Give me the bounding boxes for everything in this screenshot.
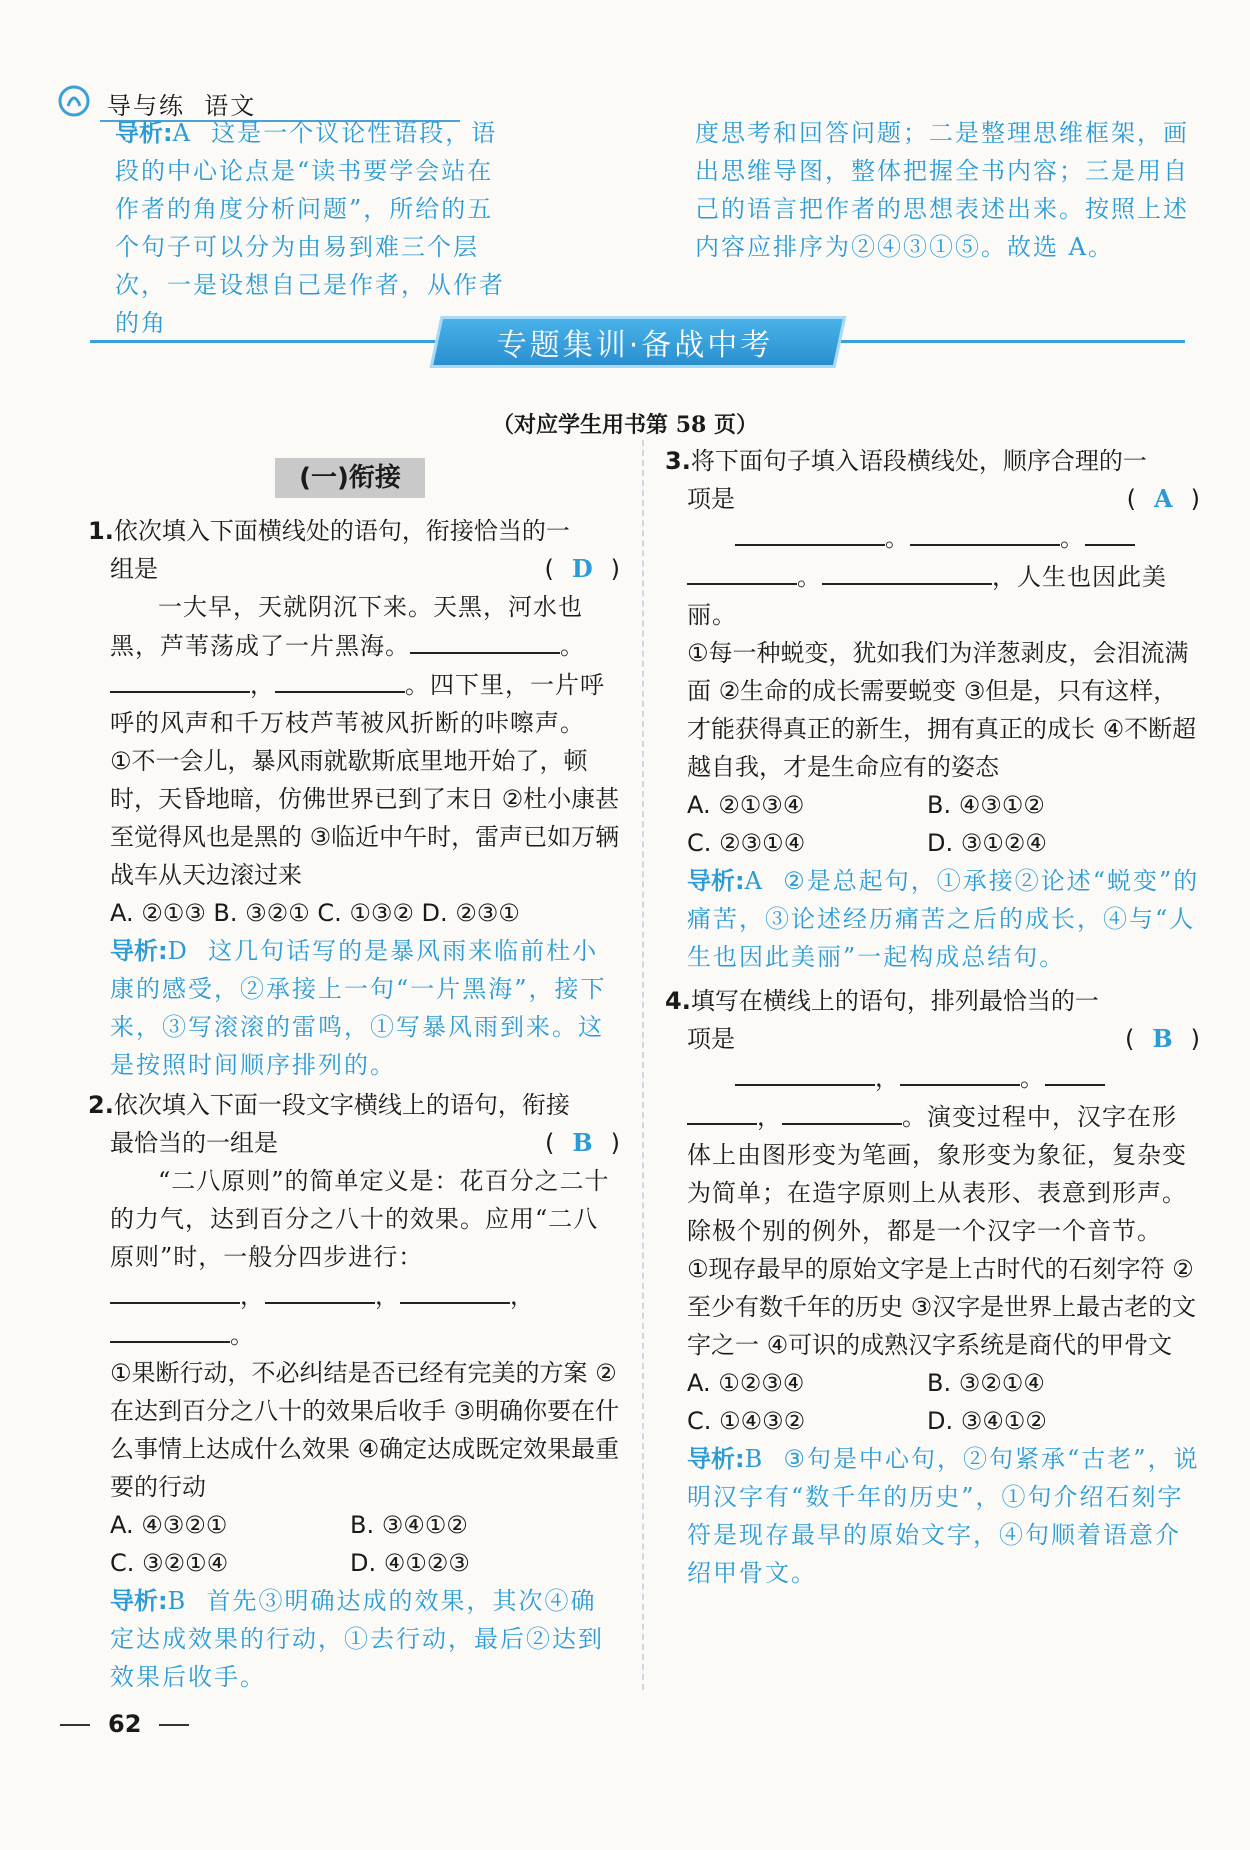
q1-choices: A. ②①③ B. ③②① C. ①③② D. ②③① <box>110 899 520 927</box>
q1-options: ①不一会儿，暴风雨就歇斯底里地开始了，顿时，天昏地暗，仿佛世界已到了末日 ②杜小康甚至觉得风也是黑的 ③临近中午时，雷声已如万辆战车从天边滚过来 <box>110 747 620 889</box>
q2-choices: A. ④③②① B. ③④①② C. ③②①④ D. ④①②③ <box>110 1511 470 1577</box>
left-column <box>88 512 620 1696</box>
q3-options: ①每一种蜕变，犹如我们为洋葱剥皮，会泪流满面 ②生命的成长需要蜕变 ③但是，只有这样，才能获得真正的新生，拥有真正的成长 ④不断超越自我，才是生命应有的姿态 <box>687 639 1197 781</box>
q4-analysis: 导析:B ③句是中心句，②句紧承“古老”，说明汉字有“数千年的历史”，①句介绍石刻字符是现存最早的原始文字，④句顺着语意介绍甲骨文。 <box>687 1445 1200 1587</box>
q1-answer: D <box>571 554 593 583</box>
question-1: 1.依次填入下面横线处的语句，衔接恰当的一 组是 ( D ) <box>88 517 620 583</box>
q4-answer: B <box>1152 1024 1173 1053</box>
question-2: 2.依次填入下面一段文字横线上的语句，衔接 最恰当的一组是 ( B ) <box>88 1091 620 1157</box>
q3-passage: 。 。 。 ，人生也因此美丽。 <box>665 518 1200 634</box>
right-column <box>665 442 1200 1592</box>
q3-answer: A <box>1154 484 1173 513</box>
book-logo-icon <box>57 84 91 118</box>
section-banner <box>90 318 1185 363</box>
question-3: 3.将下面句子填入语段横线处，顺序合理的一 项是 ( A ) <box>665 447 1200 513</box>
q4-options: ①现存最早的原始文字是上古时代的石刻字符 ②至少有数千年的历史 ③汉字是世界上最古老的文字之一 ④可识的成熟汉字系统是商代的甲骨文 <box>687 1255 1197 1359</box>
q2-passage: “二八原则”的简单定义是：花百分之二十的力气，达到百分之八十的效果。应用“二八原则”时，一般分四步进行： <box>110 1167 610 1271</box>
header-title: 导与练 语文 <box>107 92 257 120</box>
page-number: 62 <box>60 1710 189 1738</box>
q4-passage: ， 。 ， 。演变过程中，汉字在形体上由图形变为笔画，象形变为象征，复杂变为简单；在造字原则上从表形、表意到形声。除极个别的例外，都是一个汉字一个音节。 <box>665 1058 1200 1250</box>
q2-blanks: ， ， ， 。 <box>88 1276 620 1354</box>
banner-title: 专题集训·备战中考 <box>496 328 774 363</box>
reference-note: （对应学生用书第 58 页） <box>492 412 758 438</box>
top-left-analysis: 导析:A 这是一个议论性语段，语段的中心论点是“读书要学会站在作者的角度分析问题”，所给的五个句子可以分为由易到难三个层次，一是设想自己是作者，从作者的角 <box>115 119 505 337</box>
q3-analysis: 导析:A ②是总起句，①承接②论述“蜕变”的痛苦，③论述经历痛苦之后的成长，④与“人生也因此美丽”一起构成总结句。 <box>687 867 1200 971</box>
section-heading: (一)衔接 <box>275 458 425 498</box>
q1-analysis: 导析:D 这几句话写的是暴风雨来临前杜小康的感受，②承接上一句“一片黑海”，接下来，③写滚滚的雷鸣，①写暴风雨到来。这是按照时间顺序排列的。 <box>110 937 607 1079</box>
top-right-analysis: 度思考和回答问题；二是整理思维框架，画出思维导图，整体把握全书内容；三是用自己的语言把作者的思想表述出来。按照上述内容应排序为②④③①⑤。故选 A。 <box>695 119 1189 261</box>
q2-options: ①果断行动，不必纠结是否已经有完美的方案 ②在达到百分之八十的效果后收手 ③明确你要在什么事情上达成什么效果 ④确定达成既定效果最重要的行动 <box>110 1359 620 1501</box>
q2-analysis: 导析:B 首先③明确达成的效果，其次④确定达成效果的行动，①去行动，最后②达到效果后收手。 <box>110 1587 604 1691</box>
q1-passage: 一大早，天就阴沉下来。天黑，河水也黑，芦苇荡成了一片黑海。 。， 。四下里，一片呼呼的风声和千万枝芦苇被风折断的咔嚓声。 <box>110 593 605 737</box>
q2-answer: B <box>572 1128 593 1157</box>
q4-choices: A. ①②③④ B. ③②①④ C. ①④③② D. ③④①② <box>687 1369 1047 1435</box>
q3-choices: A. ②①③④ B. ④③①② C. ②③①④ D. ③①②④ <box>687 791 1047 857</box>
column-divider <box>642 440 644 1690</box>
question-4: 4.填写在横线上的语句，排列最恰当的一 项是 ( B ) <box>665 987 1200 1053</box>
